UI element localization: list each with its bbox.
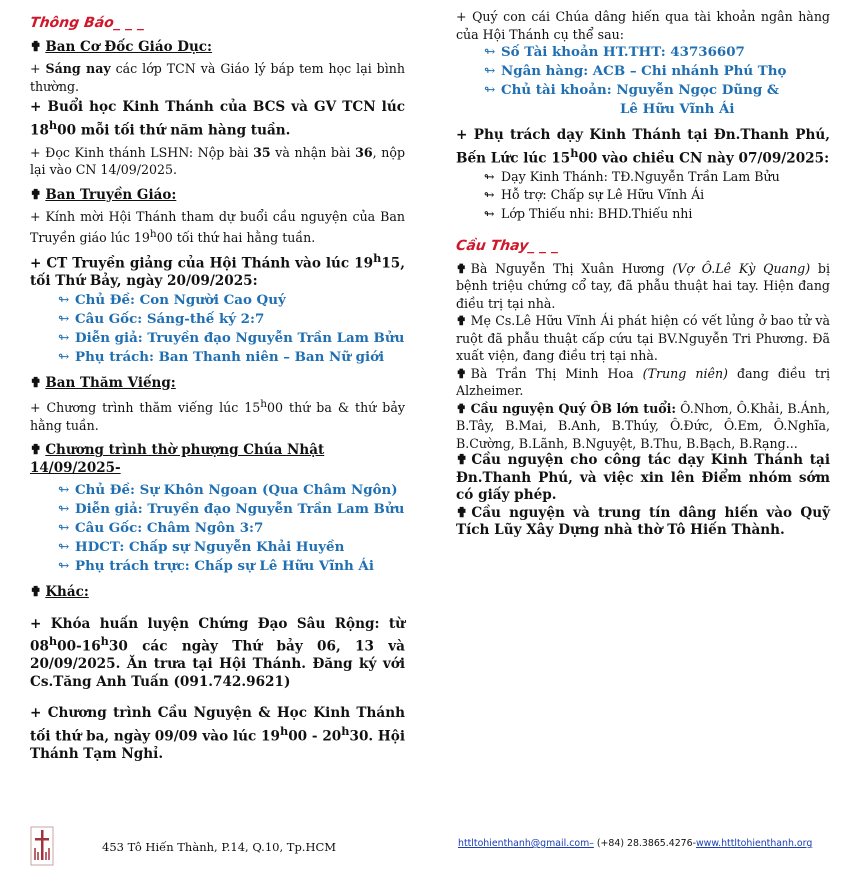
- worship-list: [30, 481, 405, 576]
- paragraph: + Chương trình thăm viếng lúc 15$^h$00 thứ ba & thứ bảy hằng tuần.: [30, 398, 405, 433]
- prayer-title: Cầu Thay: [454, 238, 530, 255]
- cross-icon: ✟: [30, 186, 42, 203]
- arrow-bullet-icon: ↬: [58, 483, 70, 499]
- list-item: Lê Hữu Vĩnh Ái: [620, 101, 735, 117]
- list-item: ↬ Chủ Đề: Sự Khôn Ngoan (Qua Châm Ngôn): [58, 482, 398, 499]
- paragraph: + CT Truyền giảng của Hội Thánh vào lúc 19$^h$15, tối Thứ Bảy, ngày 20/09/2025:: [30, 251, 405, 290]
- paragraph: + Sáng nay các lớp TCN và Giáo lý báp tem học lại bình thường.: [30, 61, 405, 94]
- paragraph: ✟ Cầu nguyện Quý ÔB lớn tuổi: Ô.Nhơn, Ô.Khải, B.Ánh, B.Tây, B.Mai, B.Anh, B.Thúy, Ô.Đức, Ô.Em, Ô.Nghĩa, B.Cường, B.Lãnh, B.Nguyệt, B.Thu, B.Bạch, B.Rạng...: [456, 400, 830, 451]
- paragraph: ✟ Bà Trần Thị Minh Hoa (Trung niên) đang điều trị Alzheimer.: [456, 365, 830, 399]
- paragraph: + Khóa huấn luyện Chứng Đạo Sâu Rộng: từ 08$^h$00-16$^h$30 các ngày Thứ bảy 06, 13 và 20/09/2025. Ăn trưa tại Hội Thánh. Đăng ký với Cs.Tăng Anh Tuấn (091.742.9621): [30, 615, 406, 690]
- footer: [0, 826, 845, 866]
- cross-icon: ✟: [30, 38, 42, 55]
- list-item: ↬ Số Tài khoản HT.THT: 43736607: [484, 44, 745, 60]
- section-title-evangelism: ✟ Ban Truyền Giáo:: [30, 186, 177, 203]
- list-item: ↬ Chủ Đề: Con Người Cao Quý: [58, 291, 286, 308]
- arrow-bullet-icon: ↬: [484, 45, 496, 60]
- email-link[interactable]: httltohienthanh@gmail.com–: [458, 838, 594, 849]
- right-column: [456, 8, 830, 540]
- arrow-bullet-icon: ↬: [58, 330, 70, 346]
- cross-icon: ✟: [30, 374, 42, 391]
- evangelism-list: [30, 291, 405, 367]
- paragraph: ✟ Bà Nguyễn Thị Xuân Hương (Vợ Ô.Lê Kỳ Quang) bị bệnh triệu chứng cổ tay, đã phẫu thuật hai tay. Hiện đang điều trị tại nhà.: [456, 260, 830, 311]
- cross-icon: ✟: [30, 442, 42, 459]
- list-item: ↬ Ngân hàng: ACB – Chi nhánh Phú Thọ: [484, 63, 787, 79]
- list-item: ↬ Phụ trách: Ban Thanh niên – Ban Nữ giới: [58, 348, 385, 365]
- left-column: [30, 14, 405, 764]
- list-item: ↬ Dạy Kinh Thánh: TĐ.Nguyễn Trần Lam Bửu: [484, 168, 830, 187]
- arrow-bullet-icon: ↬: [484, 64, 496, 79]
- paragraph: + Chương trình Cầu Nguyện & Học Kinh Thánh tối thứ ba, ngày 09/09 vào lúc 19$^h$00 - 20$^h$30. Hội Thánh Tạm Nghỉ.: [30, 705, 406, 762]
- arrow-bullet-icon: ↬: [58, 311, 70, 327]
- arrow-bullet-icon: ↬: [58, 559, 70, 575]
- arrow-bullet-icon: ↬: [484, 83, 496, 98]
- cross-icon: ✟: [30, 584, 42, 601]
- paragraph: ✟ Cầu nguyện và trung tín dâng hiến vào Quỹ Tích Lũy Xây Dựng nhà thờ Tô Hiến Thành.: [456, 504, 830, 539]
- paragraph: + Kính mời Hội Thánh tham dự buổi cầu nguyện của Ban Truyền giáo lúc 19$^h$00 tối thứ hai hằng tuần.: [30, 209, 405, 245]
- bank-account-list: [456, 43, 830, 119]
- list-item: ↬ Câu Gốc: Sáng-thế ký 2:7: [58, 310, 265, 327]
- list-item: ↬ Câu Gốc: Châm Ngôn 3:7: [58, 520, 264, 537]
- list-item: ↬ Hỗ trợ: Chấp sự Lê Hữu Vĩnh Ái: [484, 186, 830, 205]
- section-title-christian-education: ✟ Ban Cơ Đốc Giáo Dục:: [30, 38, 212, 55]
- church-logo-icon: [30, 826, 54, 866]
- arrow-bullet-icon: ↬: [58, 521, 70, 537]
- cross-icon: ✟: [456, 365, 467, 381]
- arrow-bullet-icon: ↬: [58, 540, 70, 556]
- prayer-heading: Cầu Thay_ _ _: [454, 238, 561, 255]
- website-link[interactable]: www.httltohienthanh.org: [695, 838, 813, 849]
- list-item: ↬ Diễn giả: Truyền đạo Nguyễn Trần Lam Bửu: [58, 501, 405, 518]
- paragraph: + Phụ trách dạy Kinh Thánh tại Đn.Thanh Phú, Bến Lức lúc 15$^h$00 vào chiều CN này 07/09/2025:: [456, 127, 830, 167]
- paragraph: + Đọc Kinh thánh LSHN: Nộp bài 35 và nhận bài 36, nộp lại vào CN 14/09/2025.: [30, 144, 406, 178]
- paragraph: ✟ Mẹ Cs.Lê Hữu Vĩnh Ái phát hiện có vết lủng ở bao tử và ruột đã phẫu thuật cấp cứu tại BV.Nguyễn Tri Phương. Đã xuất viện, đang điều trị tại nhà.: [456, 313, 830, 364]
- teaching-list: [456, 168, 830, 224]
- paragraph: + Quý con cái Chúa dâng hiến qua tài khoản ngân hàng của Hội Thánh cụ thể sau:: [456, 9, 830, 42]
- list-item: ↬ Phụ trách trực: Chấp sự Lê Hữu Vĩnh Ái: [58, 558, 374, 575]
- list-item: ↬ HDCT: Chấp sự Nguyễn Khải Huyền: [58, 539, 345, 556]
- cross-icon: ✟: [456, 504, 468, 521]
- notice-title: Thông Báo: [28, 15, 115, 31]
- arrow-bullet-icon: ↬: [484, 205, 495, 221]
- section-title-worship-program: ✟ Chương trình thờ phượng Chúa Nhật 14/09/2025-: [30, 442, 325, 476]
- paragraph: + Buổi học Kinh Thánh của BCS và GV TCN lúc 18$^h$00 mỗi tối thứ năm hàng tuần.: [30, 99, 406, 139]
- cross-icon: ✟: [456, 260, 467, 276]
- cross-icon: ✟: [456, 313, 467, 329]
- phone-number: (+84) 28.3865.4276-: [593, 838, 696, 849]
- paragraph: ✟ Cầu nguyện cho công tác dạy Kinh Thánh tại Đn.Thanh Phú, và việc xin lên Điểm nhóm sớm có giấy phép.: [456, 452, 830, 504]
- arrow-bullet-icon: ↬: [58, 502, 70, 518]
- arrow-bullet-icon: ↬: [58, 292, 70, 308]
- notice-heading: Thông Báo_ _ _: [28, 15, 146, 31]
- arrow-bullet-icon: ↬: [484, 168, 495, 184]
- arrow-bullet-icon: ↬: [484, 187, 495, 203]
- section-title-other: ✟ Khác:: [30, 584, 89, 601]
- list-item: ↬ Lớp Thiếu nhi: BHD.Thiếu nhi: [484, 205, 830, 224]
- list-item: ↬ Chủ tài khoản: Nguyễn Ngọc Dũng &: [484, 82, 779, 98]
- arrow-bullet-icon: ↬: [58, 349, 70, 365]
- footer-contact: [458, 838, 812, 849]
- section-title-visitation: ✟ Ban Thăm Viếng:: [30, 374, 176, 391]
- footer-address: 453 Tô Hiến Thành, P.14, Q.10, Tp.HCM: [102, 840, 337, 854]
- list-item: ↬ Diễn giả: Truyền đạo Nguyễn Trần Lam Bửu: [58, 329, 405, 346]
- cross-icon: ✟: [456, 452, 468, 469]
- cross-icon: ✟: [456, 400, 467, 416]
